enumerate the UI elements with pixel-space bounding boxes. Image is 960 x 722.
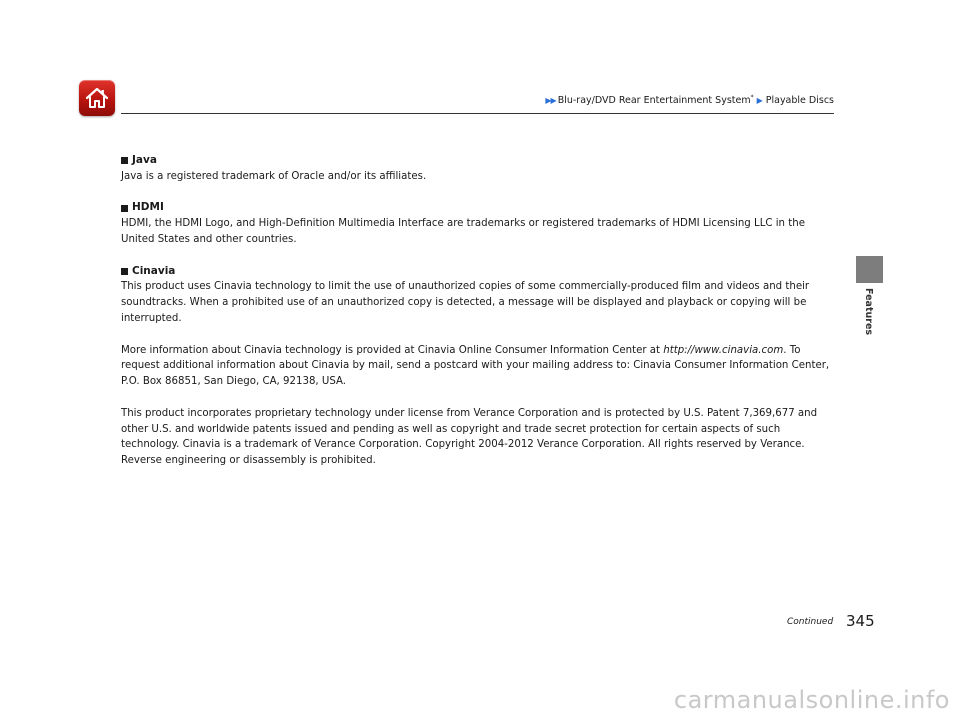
- paragraph-line: technology. Cinavia is a trademark of Verance Corporation. Copyright 2004-2012 Verance Corporation. All rights reserved by Verance.: [121, 439, 805, 451]
- watermark: carmanualsonline.info: [673, 686, 950, 714]
- section-heading-hdmi: [121, 200, 836, 216]
- breadcrumb: [545, 94, 834, 106]
- square-bullet-icon: [121, 268, 128, 275]
- paragraph-line: Java is a registered trademark of Oracle and/or its affiliates.: [121, 170, 427, 182]
- heading-text: Cinavia: [132, 264, 176, 277]
- paragraph-line: interrupted.: [121, 312, 182, 324]
- option-marker: *: [750, 94, 754, 101]
- home-icon: [84, 85, 110, 111]
- paragraph-line: Reverse engineering or disassembly is prohibited.: [121, 455, 376, 467]
- paragraph-line: P.O. Box 86851, San Diego, CA, 92138, USA.: [121, 376, 347, 388]
- breadcrumb-link-rear-entertainment[interactable]: [558, 94, 754, 106]
- breadcrumb-separator-icon: ▶: [756, 95, 763, 105]
- paragraph-line: HDMI, the HDMI Logo, and High-Definition Multimedia Interface are trademarks or registered trademarks of HDMI Licensing LLC in the: [121, 218, 805, 230]
- breadcrumb-label: Playable Discs: [765, 94, 834, 106]
- cinavia-url-link[interactable]: http://www.cinavia.com: [663, 344, 784, 356]
- page-number: 345: [846, 612, 875, 630]
- chapter-tab[interactable]: [856, 256, 883, 283]
- chapter-label-text: Features: [863, 288, 874, 336]
- paragraph-line: This product incorporates proprietary technology under license from Verance Corporation and is protected by U.S. Patent 7,369,677 and: [121, 407, 818, 419]
- breadcrumb-link-playable-discs[interactable]: [766, 95, 834, 106]
- header-rule: [121, 113, 834, 114]
- paragraph-line: United States and other countries.: [121, 233, 297, 245]
- paragraph-line: other U.S. and worldwide patents issued and pending as well as copyright and trade secret protection for certain aspects of such: [121, 423, 781, 435]
- text-run: More information about Cinavia technology is provided at Cinavia Online Consumer Information Center at: [121, 344, 664, 356]
- breadcrumb-arrow-icon: ▶▶: [545, 95, 556, 105]
- heading-text: Java: [132, 154, 157, 166]
- chapter-label: [856, 288, 883, 368]
- paragraph-line: This product uses Cinavia technology to limit the use of unauthorized copies of some commercially-produced film and videos and their: [121, 281, 810, 293]
- square-bullet-icon: [121, 157, 128, 164]
- heading-text: HDMI: [132, 201, 164, 214]
- paragraph-line: soundtracks. When a prohibited use of an unauthorized copy is detected, a message will be displayed and playback or copying will be: [121, 297, 807, 309]
- continued-label: Continued: [787, 617, 834, 627]
- breadcrumb-label: Blu-ray/DVD Rear Entertainment System: [557, 95, 751, 107]
- text-run: . To: [783, 344, 801, 356]
- section-heading-cinavia: [121, 264, 836, 280]
- page-content: [121, 153, 836, 469]
- paragraph-line: request additional information about Cinavia by mail, send a postcard with your mailing address to: Cinavia Consumer Information Center,: [121, 360, 830, 372]
- section-heading-java: [121, 153, 836, 169]
- square-bullet-icon: [121, 205, 128, 212]
- paragraph-line: [121, 343, 836, 359]
- home-button[interactable]: [79, 80, 115, 116]
